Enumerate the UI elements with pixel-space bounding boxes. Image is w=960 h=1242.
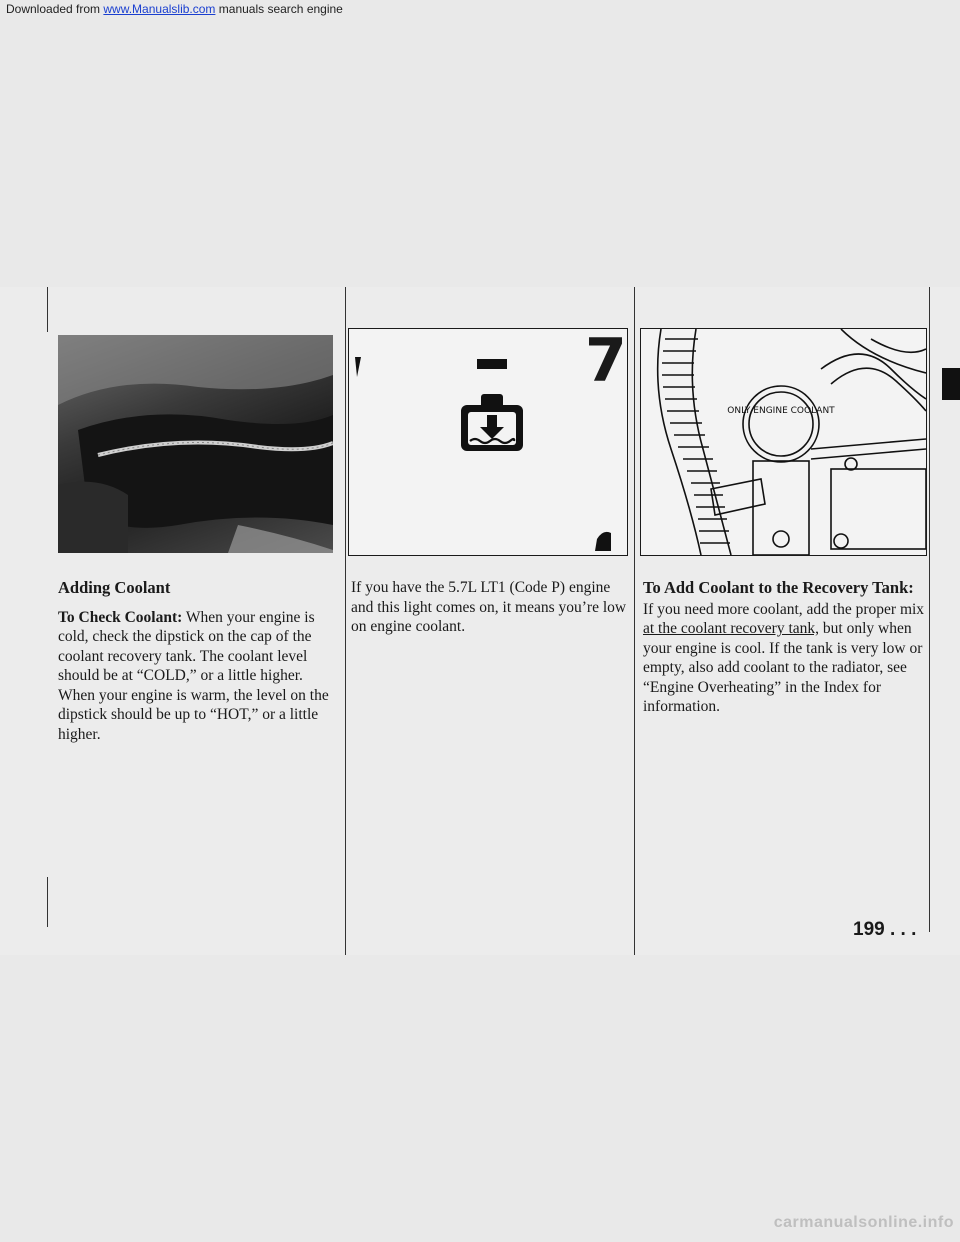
left-margin-rule: [47, 287, 48, 332]
page-number: 199 . . .: [853, 919, 917, 940]
add-coolant-underlined: at the coolant recovery tank,: [643, 620, 820, 637]
check-coolant-lead: To Check Coolant:: [58, 608, 183, 626]
footer-watermark: carmanualsonline.info: [773, 1214, 954, 1231]
manualslib-link[interactable]: www.Manualslib.com: [103, 2, 216, 16]
add-coolant-body-end: but only when your engine is cool. If the tank is very low or empty, also add coolant to the radiator, see “Engine Overheating” in the Index for information.: [643, 620, 923, 715]
cap-label: ONLY ENGINE COOLANT: [727, 406, 835, 416]
dipstick-photo-graphic: [58, 335, 333, 553]
adding-coolant-heading: Adding Coolant: [58, 578, 171, 597]
header-prefix: Downloaded from: [6, 2, 104, 16]
download-header: [6, 2, 343, 16]
instrument-cluster-illustration: [348, 328, 628, 556]
column-divider-2: [634, 287, 635, 955]
add-coolant-heading: To Add Coolant to the Recovery Tank:: [643, 578, 914, 597]
right-margin-rule: [929, 287, 930, 932]
column-divider-1: [345, 287, 346, 955]
dipstick-photo: [58, 335, 333, 553]
header-suffix: manuals search engine: [215, 2, 343, 16]
engine-bay-graphic: [641, 329, 926, 555]
add-coolant-paragraph: [643, 600, 925, 717]
section-tab-marker: [942, 368, 960, 400]
check-coolant-paragraph: [58, 608, 334, 745]
recovery-tank-illustration: [640, 328, 927, 556]
add-coolant-body-start: If you need more coolant, add the proper mix: [643, 600, 925, 618]
coolant-warning-light-icon: [461, 394, 523, 451]
left-margin-rule-bottom: [47, 877, 48, 927]
cluster-digit: 7: [585, 328, 627, 396]
middle-column-text: [351, 578, 629, 637]
left-column-text: [58, 578, 334, 744]
check-coolant-body: When your engine is cold, check the dipstick on the cap of the coolant recovery tank. The coolant level should be at “COLD,” or a little higher. When your engine is warm, the level on the dipstick should be up to “HOT,” or a little higher.: [58, 608, 329, 743]
coolant-light-paragraph: If you have the 5.7L LT1 (Code P) engine and this light comes on, it means you’re low on engine coolant.: [351, 579, 627, 635]
right-column-text: [643, 578, 925, 717]
manual-page: [0, 287, 960, 955]
